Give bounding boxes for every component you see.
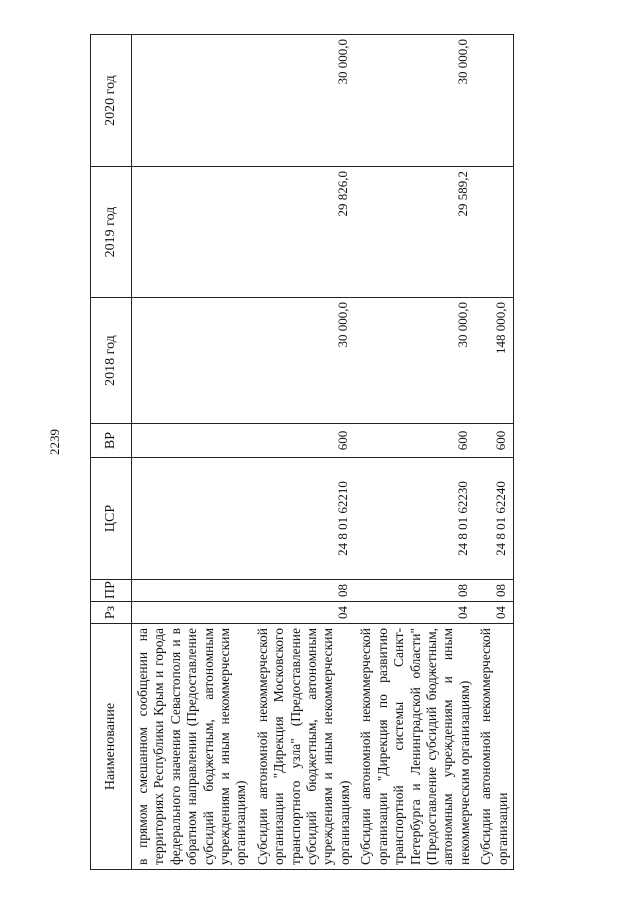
table-header-row [91,35,132,870]
header-2018: 2018 год [91,298,132,424]
budget-table [90,34,514,870]
row-name: Субсидии автономной некоммерческой организации "Дирекция Московского транспортного узла" (Предоставление субсидий бюджетным, автономным учреждениям и иным некоммерческим организациям) [252,624,355,870]
row-name: в прямом смешанном сообщении на территориях Республики Крым и города федерального значения Севастополя и в обратном направлении (Предоставление субсидий бюджетным, автономным учреждениям и иным некоммерческим организациям) [132,624,252,870]
row-csr: 24 8 01 62240 [475,458,513,580]
row-vr: 600 [355,424,475,458]
table-row [132,35,252,870]
row-2020 [475,35,513,167]
row-2019 [475,167,513,298]
header-rz: Рз [91,602,132,624]
row-pr: 08 [252,580,355,602]
page-number: 2239 [47,429,62,455]
row-2018: 30 000,0 [252,298,355,424]
row-2019: 29 589,2 [355,167,475,298]
header-name: Наименование [91,624,132,870]
row-name: Субсидии автономной некоммерческой организации [475,624,513,870]
header-2019: 2019 год [91,167,132,298]
row-2018 [132,298,252,424]
row-rz: 04 [475,602,513,624]
table-row [252,35,355,870]
row-vr: 600 [475,424,513,458]
row-pr: 08 [475,580,513,602]
header-vr: ВР [91,424,132,458]
header-csr: ЦСР [91,458,132,580]
row-csr: 24 8 01 62210 [252,458,355,580]
row-2020: 30 000,0 [252,35,355,167]
row-2018: 148 000,0 [475,298,513,424]
row-pr [132,580,252,602]
row-2020 [132,35,252,167]
row-rz [132,602,252,624]
rotated-sheet [90,35,630,870]
row-vr: 600 [252,424,355,458]
row-rz: 04 [355,602,475,624]
row-2019 [132,167,252,298]
row-2020: 30 000,0 [355,35,475,167]
header-2020: 2020 год [91,35,132,167]
row-vr [132,424,252,458]
row-2019: 29 826,0 [252,167,355,298]
row-csr [132,458,252,580]
table-row [475,35,513,870]
row-rz: 04 [252,602,355,624]
table-row [355,35,475,870]
row-2018: 30 000,0 [355,298,475,424]
row-csr: 24 8 01 62230 [355,458,475,580]
row-pr: 08 [355,580,475,602]
header-pr: ПР [91,580,132,602]
row-name: Субсидии автономной некоммерческой организации "Дирекция по развитию транспортной системы Санкт-Петербурга и Ленинградской области" (Предоставление субсидий бюджетным, автономным учреждениям и иным некоммерческим организациям) [355,624,475,870]
